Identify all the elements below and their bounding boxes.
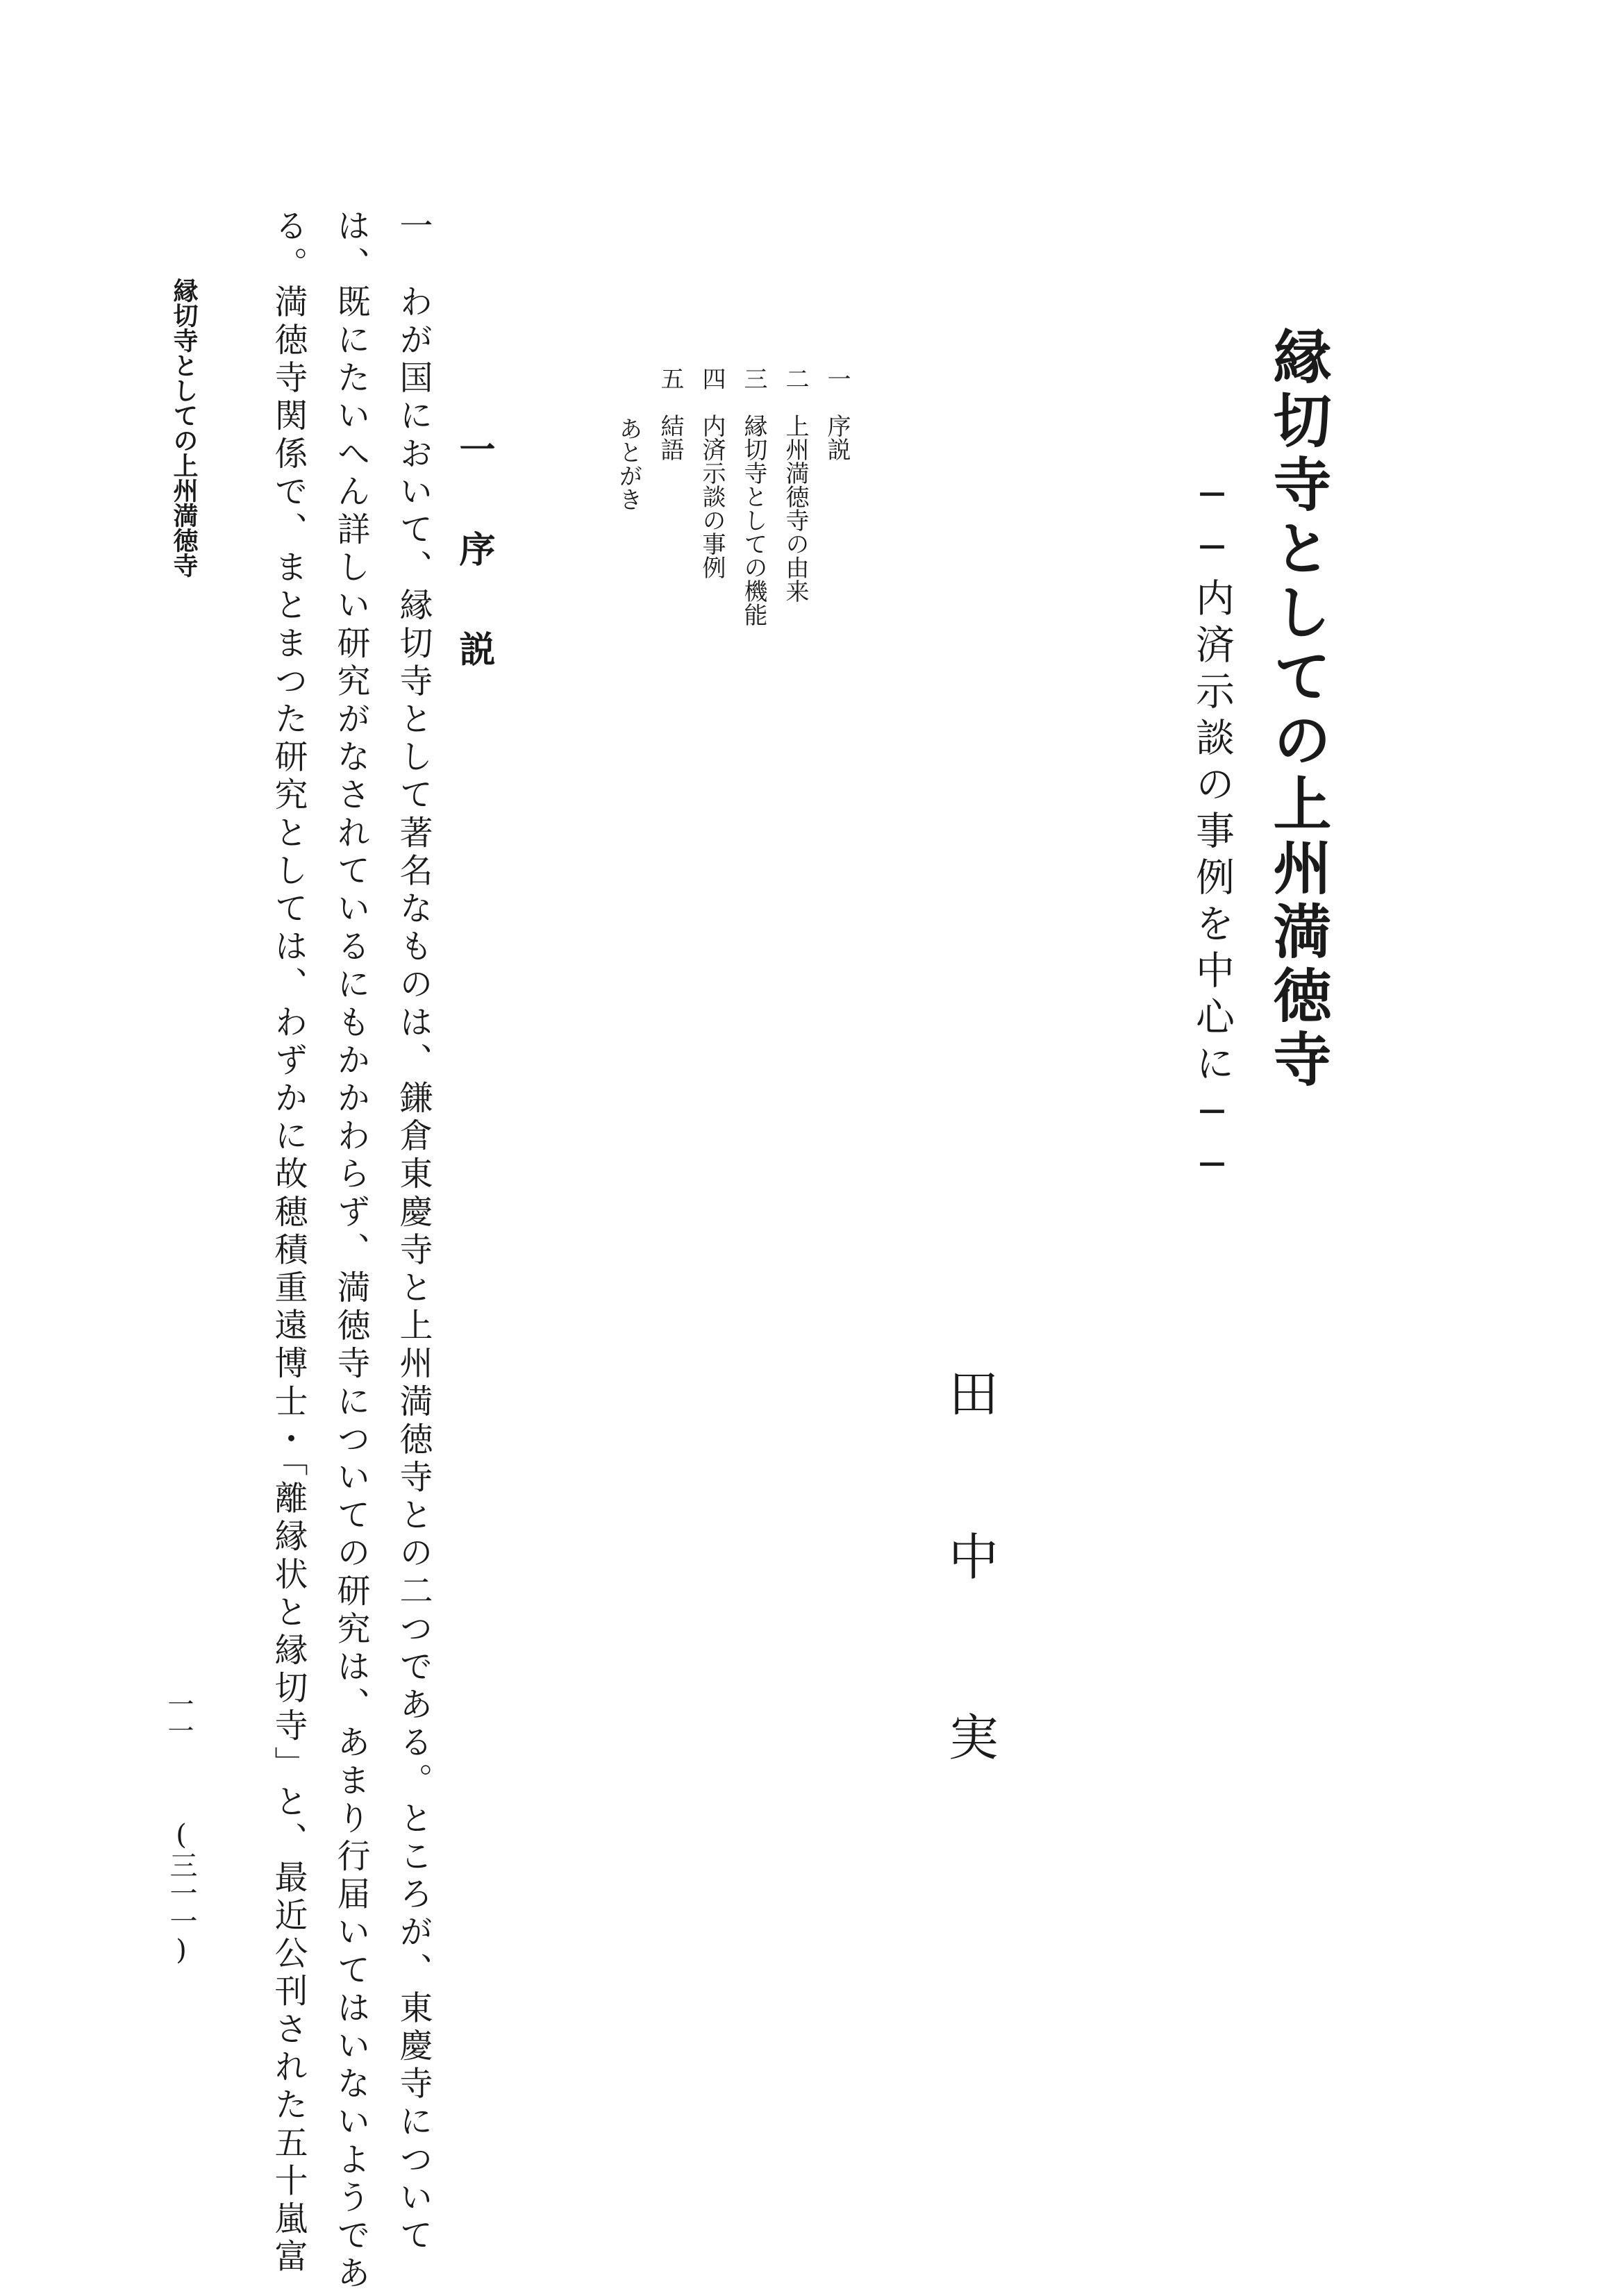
toc-item-label: 序説 [823,414,851,461]
author-name-char: 中 [948,1528,999,1586]
toc-item-number: 三 [740,367,767,390]
toc-item-number: 一 [823,367,851,390]
toc-item-label: 上州満徳寺の由来 [781,414,809,603]
toc-item-number: 五 [656,367,684,390]
article-subtitle: ──内済示談の事例を中心に── [1190,472,1235,1195]
toc-item-number: 二 [781,367,809,390]
author-name-char: 実 [948,1709,999,1767]
body-text-line: る。満徳寺関係で、まとまつた研究としては、わずかに故穂積重遠博士・「離縁状と縁切寺」と、最近公刊された五十嵐富 [269,208,308,2277]
body-text-line: 一 わが国において、縁切寺として著名なものは、鎌倉東慶寺と上州満徳寺との二つである。ところが、東慶寺について [394,208,433,2256]
toc-item-label: あとがき [615,417,642,511]
toc-item [695,367,729,579]
author-name-char: 田 [948,1365,999,1423]
toc-item-label: 内済示談の事例 [698,414,726,579]
toc-item [653,367,687,461]
toc-item [612,417,646,511]
page-number: 一一 [163,1691,194,1743]
body-text-line: は、既にたいへん詳しい研究がなされているにもかかわらず、満徳寺についての研究は、あまり行届いてはいないようであ [331,208,370,2293]
toc-item-label: 縁切寺としての機能 [740,414,767,626]
article-title: 縁切寺としての上州満徳寺 [1264,326,1333,1093]
toc-item [737,367,771,626]
toc-item-label: 結語 [656,414,684,461]
toc-item [778,367,812,603]
page-number-total: (三一一) [165,1819,197,1966]
toc-item [820,367,854,461]
running-title: 縁切寺としての上州満徳寺 [169,278,198,578]
toc-item-number: 四 [698,367,726,390]
section-heading: 一 序 説 [453,430,495,680]
